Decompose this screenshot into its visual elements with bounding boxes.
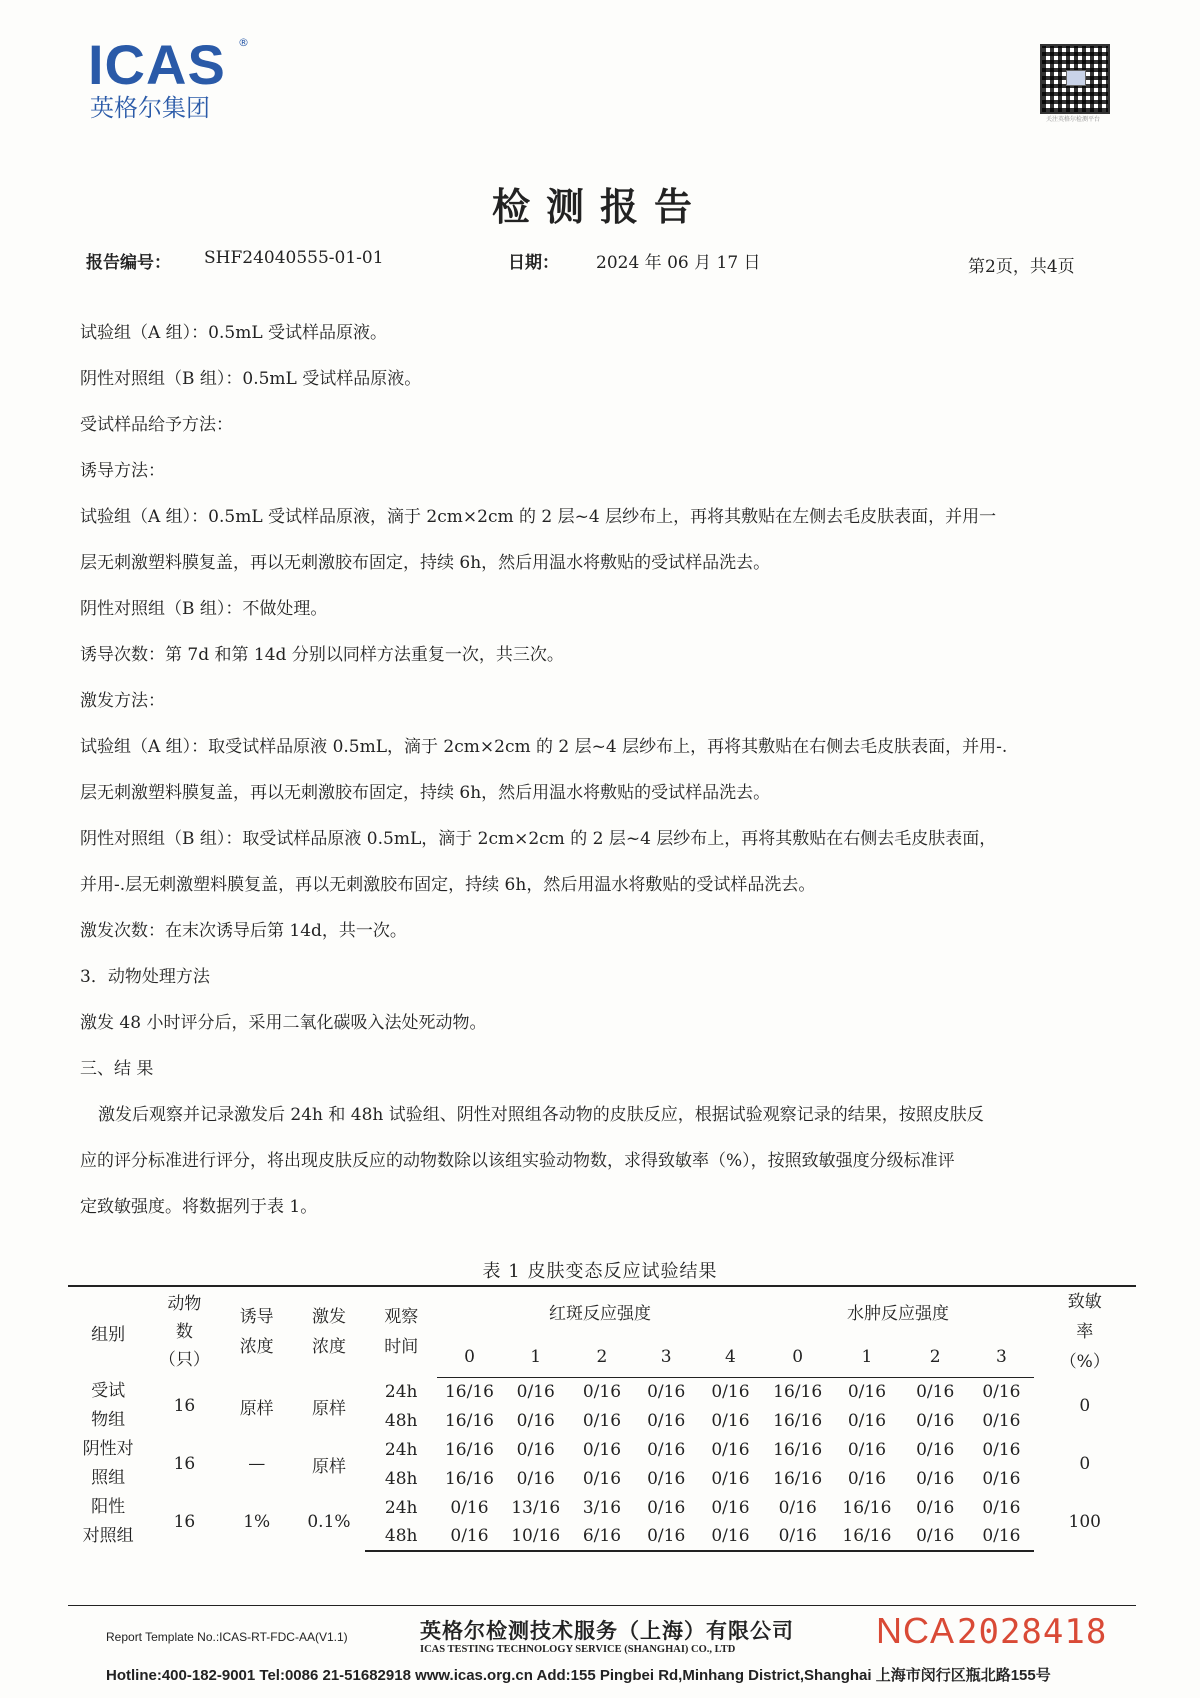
observe-time: 48h <box>384 1468 418 1489</box>
challenge-negative-line-1: 阴性对照组（B 组）：取受试样品原液 0.5mL，滴于 2cm×2cm 的 2 层~4 层纱布上，再将其敷贴在右侧去毛皮肤表面， <box>80 829 997 849</box>
challenge-heading: 激发方法： <box>80 691 165 711</box>
erythema-value: 0/16 <box>516 1468 555 1489</box>
results-text-line-3: 定致敏强度。将数据列于表 1。 <box>80 1197 318 1217</box>
group-name-line: 阳性 <box>91 1497 126 1517</box>
negative-group-sample: 阴性对照组（B 组）：0.5mL 受试样品原液。 <box>80 369 422 389</box>
company-name-en: ICAS TESTING TECHNOLOGY SERVICE (SHANGHAI) CO., LTD <box>420 1644 736 1655</box>
edema-value: 16/16 <box>773 1468 823 1489</box>
erythema-value: 0/16 <box>647 1381 686 1402</box>
logo-wordmark: ICAS <box>88 33 226 96</box>
edema-value: 0/16 <box>982 1468 1021 1489</box>
edema-value: 0/16 <box>847 1439 887 1460</box>
animal-count: 16 <box>173 1512 196 1532</box>
edema-value: 0/16 <box>901 1522 969 1551</box>
contact-line: Hotline:400-182-9001 Tel:0086 21-51682918 www.icas.org.cn Add:155 Pingbei Rd,Minhang District,Shanghai 上海市闵行区瓶北路155号 <box>106 1667 1051 1684</box>
challenge-conc: 0.1% <box>307 1512 351 1532</box>
results-table-body <box>68 1377 1136 1551</box>
edema-grade: 1 <box>833 1337 901 1377</box>
company-logo <box>88 33 258 122</box>
induction-conc: 1% <box>243 1512 271 1532</box>
induction-conc: 原样 <box>239 1398 274 1419</box>
edema-value: 0/16 <box>982 1497 1021 1518</box>
group-name <box>68 1435 148 1493</box>
edema-value: 0/16 <box>916 1468 955 1489</box>
challenge-count: 激发次数：在末次诱导后第 14d，共一次。 <box>80 921 407 941</box>
group-name-line: 受试 <box>91 1381 126 1401</box>
company-name-cn: 英格尔检测技术服务（上海）有限公司 <box>420 1619 794 1643</box>
observe-time: 48h <box>384 1410 418 1431</box>
header-erythema: 红斑反应强度 <box>437 1286 762 1337</box>
edema-grade: 2 <box>901 1337 969 1377</box>
edema-value: 16/16 <box>773 1439 823 1460</box>
group-name <box>68 1377 148 1435</box>
erythema-value: 0/16 <box>698 1522 762 1551</box>
results-heading: 三、结 果 <box>80 1059 154 1079</box>
edema-value: 0/16 <box>916 1439 955 1460</box>
table-caption: 表 1 皮肤变态反应试验结果 <box>482 1261 718 1282</box>
test-group-sample: 试验组（A 组）：0.5mL 受试样品原液。 <box>80 323 388 343</box>
erythema-value: 0/16 <box>582 1468 622 1489</box>
header-group: 组别 <box>68 1286 148 1377</box>
edema-grade: 0 <box>763 1337 833 1377</box>
erythema-value: 13/16 <box>511 1497 561 1518</box>
erythema-value: 0/16 <box>711 1439 750 1460</box>
table-row <box>68 1435 1136 1464</box>
edema-value: 0/16 <box>982 1381 1021 1402</box>
edema-grade: 3 <box>969 1337 1033 1377</box>
qr-code-icon <box>1040 44 1110 114</box>
erythema-value: 10/16 <box>502 1522 570 1551</box>
induction-test-line-1: 试验组（A 组）：0.5mL 受试样品原液，滴于 2cm×2cm 的 2 层~4 层纱布上，再将其敷贴在左侧去毛皮肤表面，并用一 <box>80 507 997 527</box>
results-text-line-2: 应的评分标准进行评分，将出现皮肤反应的动物数除以该组实验动物数，求得致敏率（%），按照致敏强度分级标准评 <box>80 1151 955 1171</box>
erythema-grade: 3 <box>634 1337 698 1377</box>
induction-test-line-2: 层无刺激塑料膜复盖，再以无刺激胶布固定，持续 6h，然后用温水将敷贴的受试样品洗去。 <box>80 553 771 573</box>
erythema-value: 0/16 <box>634 1522 698 1551</box>
challenge-conc: 原样 <box>311 1456 346 1477</box>
erythema-value: 0/16 <box>437 1522 501 1551</box>
edema-value: 0/16 <box>916 1497 955 1518</box>
group-name-line: 照组 <box>91 1468 126 1488</box>
group-name-line: 对照组 <box>82 1526 134 1546</box>
observe-time: 24h <box>384 1439 418 1460</box>
edema-value: 16/16 <box>773 1381 823 1402</box>
edema-value: 0/16 <box>916 1381 955 1402</box>
header-induction-conc: 诱导 浓度 <box>221 1286 293 1377</box>
logo-chinese-name: 英格尔集团 <box>90 94 210 122</box>
edema-value: 0/16 <box>847 1468 887 1489</box>
header-observe-time: 观察 时间 <box>365 1286 437 1377</box>
dosing-method-heading: 受试样品给予方法： <box>80 415 233 435</box>
document-title: 检测报告 <box>491 185 708 229</box>
challenge-test-line-1: 试验组（A 组）：取受试样品原液 0.5mL，滴于 2cm×2cm 的 2 层~4 层纱布上，再将其敷贴在右侧去毛皮肤表面，并用-. <box>80 737 1008 757</box>
challenge-negative-line-2: 并用-.层无刺激塑料膜复盖，再以无刺激胶布固定，持续 6h，然后用温水将敷贴的受试样品洗去。 <box>80 875 816 895</box>
header-sensitization-rate: 致敏 率 （%） <box>1034 1286 1136 1377</box>
header-challenge-conc: 激发 浓度 <box>293 1286 365 1377</box>
erythema-value: 16/16 <box>444 1410 494 1431</box>
edema-value: 16/16 <box>842 1497 892 1518</box>
edema-value: 0/16 <box>916 1410 955 1431</box>
erythema-value: 16/16 <box>444 1439 494 1460</box>
header-animal-count: 动物 数 （只） <box>148 1286 220 1377</box>
erythema-value: 0/16 <box>516 1439 555 1460</box>
edema-value: 0/16 <box>778 1497 817 1518</box>
animal-count: 16 <box>173 1454 196 1474</box>
footer-divider <box>68 1605 1136 1606</box>
observe-time: 24h <box>384 1381 418 1402</box>
erythema-grade: 2 <box>570 1337 634 1377</box>
results-text-line-1: 激发后观察并记录激发后 24h 和 48h 试验组、阴性对照组各动物的皮肤反应，根据试验观察记录的结果，按照皮肤反 <box>98 1105 984 1125</box>
erythema-value: 16/16 <box>444 1468 494 1489</box>
edema-value: 0/16 <box>982 1439 1021 1460</box>
edema-value: 0/16 <box>969 1522 1033 1551</box>
animal-count: 16 <box>173 1396 196 1416</box>
registered-mark: ® <box>238 36 249 49</box>
erythema-grade: 0 <box>437 1337 501 1377</box>
edema-value: 0/16 <box>982 1410 1021 1431</box>
induction-count: 诱导次数：第 7d 和第 14d 分别以同样方法重复一次，共三次。 <box>80 645 564 665</box>
erythema-value: 0/16 <box>516 1410 555 1431</box>
erythema-value: 0/16 <box>647 1468 686 1489</box>
animal-handling-text: 激发 48 小时评分后，采用二氧化碳吸入法处死动物。 <box>80 1013 487 1033</box>
observe-time: 24h <box>384 1497 418 1518</box>
challenge-test-line-2: 层无刺激塑料膜复盖，再以无刺激胶布固定，持续 6h，然后用温水将敷贴的受试样品洗去。 <box>80 783 771 803</box>
erythema-value: 0/16 <box>711 1410 750 1431</box>
edema-value: 16/16 <box>833 1522 901 1551</box>
animal-handling-heading: 3．动物处理方法 <box>80 967 210 987</box>
erythema-grade: 1 <box>502 1337 570 1377</box>
edema-value: 0/16 <box>847 1381 887 1402</box>
observe-time: 48h <box>365 1522 437 1551</box>
group-name <box>68 1493 148 1551</box>
erythema-value: 0/16 <box>711 1497 750 1518</box>
erythema-value: 6/16 <box>570 1522 634 1551</box>
qr-center-logo <box>1066 70 1086 86</box>
erythema-value: 0/16 <box>582 1439 622 1460</box>
erythema-value: 0/16 <box>582 1410 622 1431</box>
nca-serial-stamp <box>876 1610 1107 1652</box>
induction-conc: — <box>248 1454 266 1474</box>
body-text <box>80 310 1122 1230</box>
template-number: Report Template No.:ICAS-RT-FDC-AA(V1.1) <box>106 1630 348 1644</box>
report-date: 2024 年 06 月 17 日 <box>596 253 761 273</box>
induction-negative: 阴性对照组（B 组）：不做处理。 <box>80 599 328 619</box>
nca-prefix: NCA <box>876 1610 956 1651</box>
table-row <box>68 1493 1136 1522</box>
sensitization-rate: 0 <box>1079 1454 1091 1474</box>
erythema-grade: 4 <box>698 1337 762 1377</box>
erythema-value: 0/16 <box>647 1439 686 1460</box>
group-name-line: 物组 <box>91 1410 126 1430</box>
report-number: SHF24040555-01-01 <box>204 248 384 268</box>
report-number-label: 报告编号： <box>86 253 171 273</box>
erythema-value: 0/16 <box>647 1497 686 1518</box>
induction-heading: 诱导方法： <box>80 461 165 481</box>
erythema-value: 0/16 <box>711 1468 750 1489</box>
sensitization-rate: 100 <box>1068 1512 1101 1532</box>
sensitization-rate: 0 <box>1079 1396 1091 1416</box>
qr-caption: 关注英格尔检测平台 <box>1045 116 1100 123</box>
header-edema: 水肿反应强度 <box>763 1286 1034 1337</box>
edema-value: 16/16 <box>773 1410 823 1431</box>
erythema-value: 0/16 <box>516 1381 555 1402</box>
erythema-value: 0/16 <box>582 1381 622 1402</box>
page-indicator: 第2页，共4页 <box>968 257 1075 277</box>
nca-number: 2028418 <box>957 1612 1108 1652</box>
erythema-value: 16/16 <box>444 1381 494 1402</box>
results-table <box>68 1285 1136 1552</box>
erythema-value: 0/16 <box>450 1497 489 1518</box>
edema-value: 0/16 <box>847 1410 887 1431</box>
table-row <box>68 1377 1136 1406</box>
erythema-value: 3/16 <box>582 1497 622 1518</box>
edema-value: 0/16 <box>763 1522 833 1551</box>
challenge-conc: 原样 <box>311 1398 346 1419</box>
date-label: 日期： <box>508 253 559 273</box>
group-name-line: 阴性对 <box>82 1439 134 1459</box>
erythema-value: 0/16 <box>647 1410 686 1431</box>
erythema-value: 0/16 <box>711 1381 750 1402</box>
